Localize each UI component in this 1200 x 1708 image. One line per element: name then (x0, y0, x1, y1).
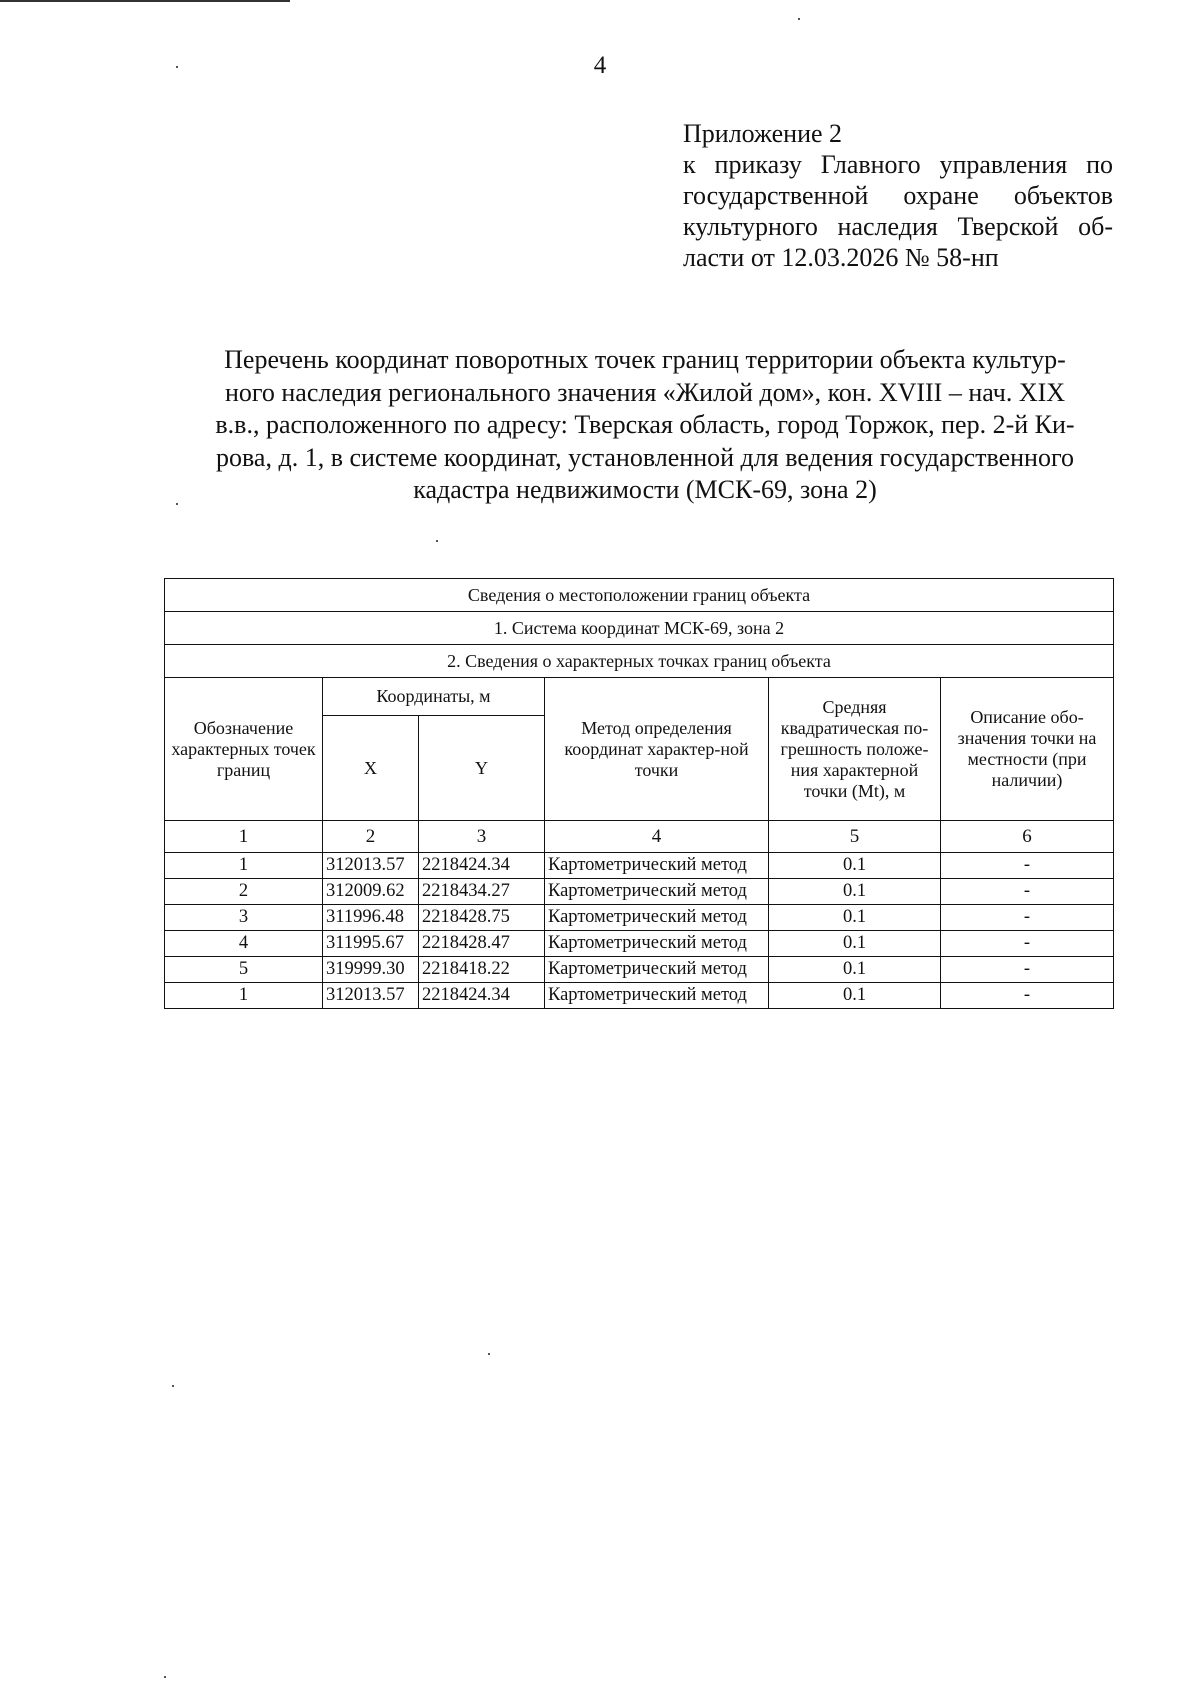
cell-description: - (941, 853, 1114, 879)
scan-speck (488, 1353, 490, 1355)
cell-method: Картометрический метод (545, 983, 769, 1009)
appendix-line: государственной охране объектов (683, 181, 1113, 210)
cell-y: 2218424.34 (419, 983, 545, 1009)
scan-speck (172, 1385, 174, 1387)
appendix-block (683, 118, 1113, 273)
cell-x: 312013.57 (323, 983, 419, 1009)
page-number: 4 (593, 52, 607, 79)
scan-speck (798, 18, 800, 20)
scan-speck (176, 66, 178, 68)
cell-y: 2218428.75 (419, 905, 545, 931)
header-point-label: Обозначение характерных точек границ (165, 678, 323, 821)
cell-point: 4 (165, 931, 323, 957)
cell-y: 2218428.47 (419, 931, 545, 957)
cell-error: 0.1 (769, 853, 941, 879)
column-number: 1 (165, 821, 323, 853)
cell-error: 0.1 (769, 905, 941, 931)
header-coordinates: Координаты, м (323, 678, 545, 716)
cell-y: 2218424.34 (419, 853, 545, 879)
coord-system-cell: 1. Система координат МСК-69, зона 2 (165, 612, 1114, 645)
cell-x: 311995.67 (323, 931, 419, 957)
table-row (165, 957, 1114, 983)
title-line: рова, д. 1, в системе координат, установленной для ведения государственного (216, 442, 1074, 472)
scan-speck (436, 540, 438, 542)
cell-point: 2 (165, 879, 323, 905)
appendix-line: к приказу Главного управления по (683, 150, 1113, 179)
cell-x: 312009.62 (323, 879, 419, 905)
cell-x: 311996.48 (323, 905, 419, 931)
title-line: в.в., расположенного по адресу: Тверская область, город Торжок, пер. 2-й Ки- (215, 410, 1075, 439)
coordinates-table (164, 578, 1114, 1009)
cell-description: - (941, 983, 1114, 1009)
header-x: X (323, 716, 419, 821)
cell-y: 2218418.22 (419, 957, 545, 983)
table-row (165, 879, 1114, 905)
cell-description: - (941, 879, 1114, 905)
table-row (165, 853, 1114, 879)
header-y: Y (419, 716, 545, 821)
column-number: 3 (419, 821, 545, 853)
cell-error: 0.1 (769, 957, 941, 983)
document-title (170, 344, 1120, 507)
appendix-title: Приложение 2 (683, 119, 843, 148)
title-line: кадастра недвижимости (МСК-69, зона 2) (413, 475, 877, 504)
table-row (165, 931, 1114, 957)
cell-method: Картометрический метод (545, 931, 769, 957)
cell-error: 0.1 (769, 931, 941, 957)
cell-point: 5 (165, 957, 323, 983)
cell-error: 0.1 (769, 983, 941, 1009)
cell-description: - (941, 957, 1114, 983)
appendix-line: ласти от 12.03.2026 № 58-нп (683, 243, 999, 272)
cell-x: 312013.57 (323, 853, 419, 879)
cell-y: 2218434.27 (419, 879, 545, 905)
section-title-cell: Сведения о местоположении границ объекта (165, 579, 1114, 612)
column-number: 5 (769, 821, 941, 853)
title-line: Перечень координат поворотных точек границ территории объекта культур- (224, 345, 1066, 374)
header-error: Средняя квадратическая по-грешность положе-ния характерной точки (Mt), м (769, 678, 941, 821)
cell-method: Картометрический метод (545, 957, 769, 983)
column-number: 4 (545, 821, 769, 853)
cell-description: - (941, 905, 1114, 931)
column-number-row (165, 821, 1114, 853)
title-line: ного наследия регионального значения «Жилой дом», кон. XVIII – нач. XIX (224, 377, 1066, 407)
scan-edge-line (0, 0, 290, 2)
table-row (165, 983, 1114, 1009)
column-number: 2 (323, 821, 419, 853)
cell-error: 0.1 (769, 879, 941, 905)
cell-x: 319999.30 (323, 957, 419, 983)
points-title-cell: 2. Сведения о характерных точках границ объекта (165, 645, 1114, 678)
cell-description: - (941, 931, 1114, 957)
coordinates-table-container (164, 578, 1113, 1009)
appendix-line: культурного наследия Тверской об- (683, 212, 1113, 241)
cell-point: 3 (165, 905, 323, 931)
cell-method: Картометрический метод (545, 879, 769, 905)
table-row (165, 905, 1114, 931)
scan-speck (176, 503, 178, 505)
cell-method: Картометрический метод (545, 853, 769, 879)
cell-point: 1 (165, 983, 323, 1009)
cell-point: 1 (165, 853, 323, 879)
cell-method: Картометрический метод (545, 905, 769, 931)
scan-speck (164, 1676, 166, 1678)
header-description: Описание обо-значения точки на местности (при наличии) (941, 678, 1114, 821)
column-number: 6 (941, 821, 1114, 853)
header-method: Метод определения координат характер-ной точки (545, 678, 769, 821)
